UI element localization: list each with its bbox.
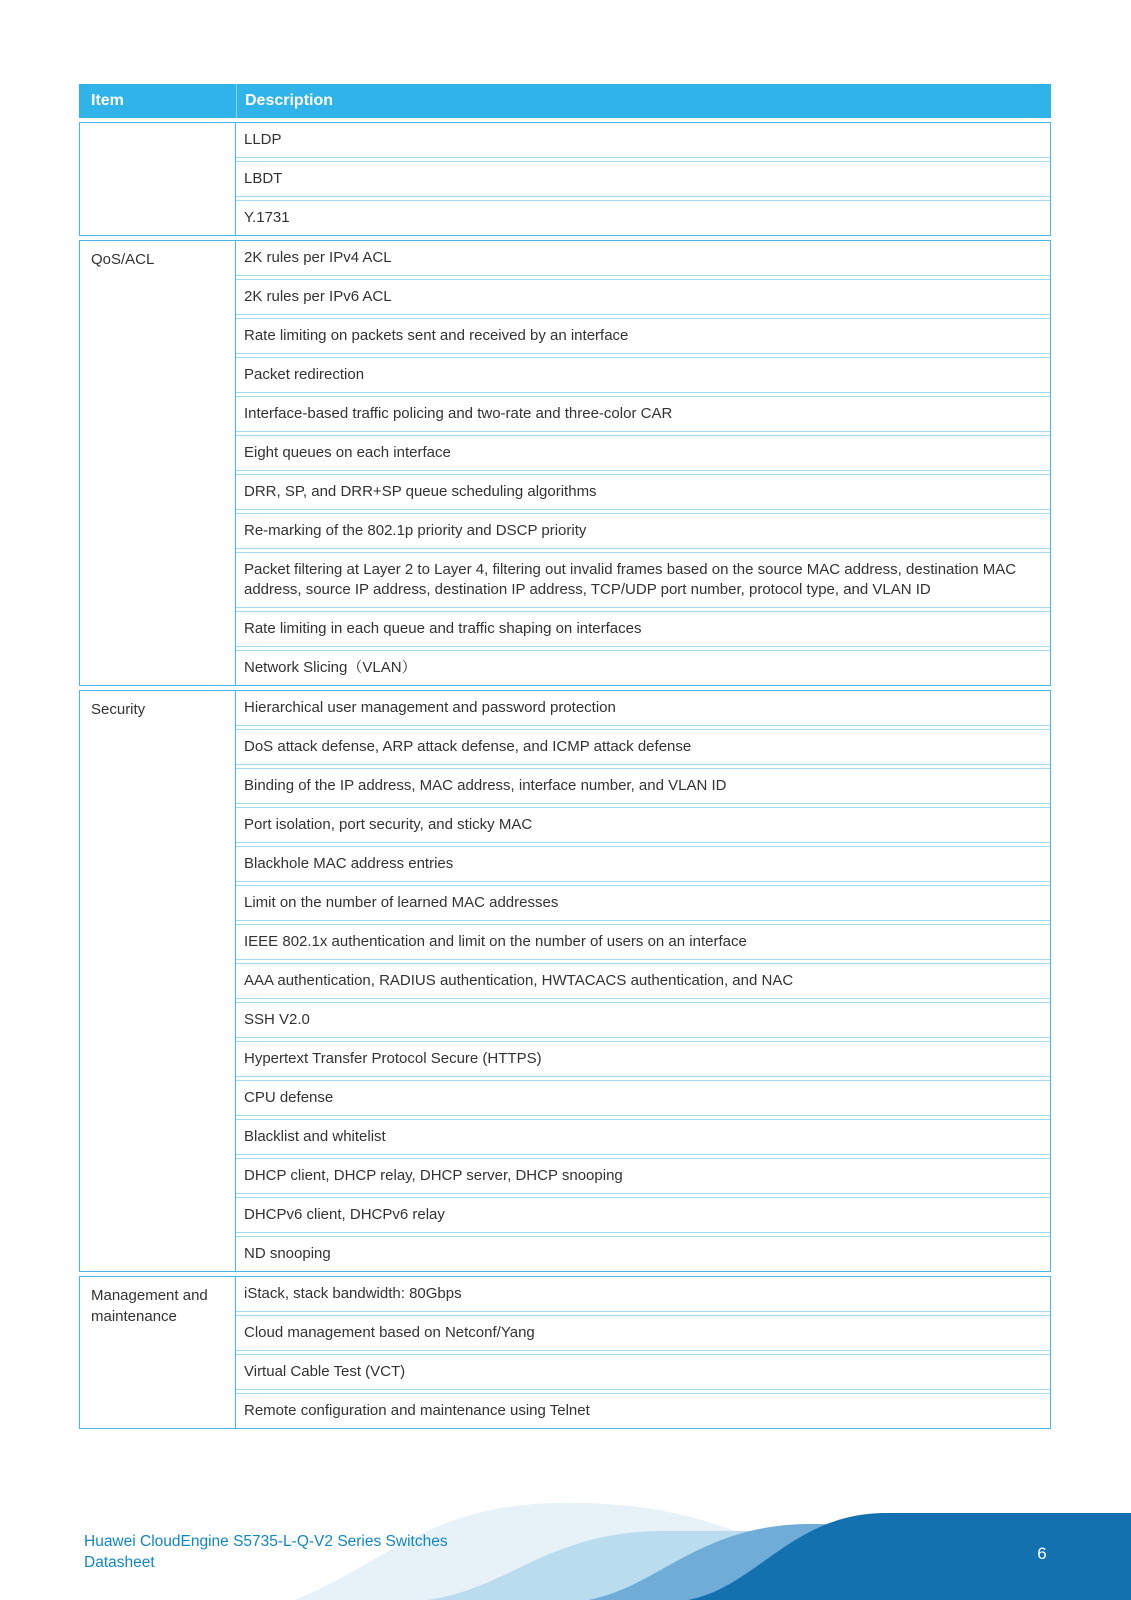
- description-cell: Cloud management based on Netconf/Yang: [236, 1315, 1050, 1351]
- description-cell: Re-marking of the 802.1p priority and DSCP priority: [236, 513, 1050, 549]
- description-cell: AAA authentication, RADIUS authentication, HWTACACS authentication, and NAC: [236, 963, 1050, 999]
- description-cell: Y.1731: [236, 200, 1050, 235]
- description-cell: Blackhole MAC address entries: [236, 846, 1050, 882]
- description-cell: 2K rules per IPv4 ACL: [236, 241, 1050, 276]
- footer-title-line1: Huawei CloudEngine S5735-L-Q-V2 Series Switches: [84, 1533, 448, 1550]
- description-cell: Hierarchical user management and password protection: [236, 691, 1050, 726]
- description-cell: Packet filtering at Layer 2 to Layer 4, filtering out invalid frames based on the source MAC address, destination MAC address, source IP address, destination IP address, TCP/UDP port number, protocol type, and VLAN ID: [236, 552, 1050, 608]
- description-cell: IEEE 802.1x authentication and limit on the number of users on an interface: [236, 924, 1050, 960]
- table-header-description: Description: [236, 84, 1051, 118]
- description-cell: Binding of the IP address, MAC address, interface number, and VLAN ID: [236, 768, 1050, 804]
- description-column: [236, 123, 1050, 235]
- description-cell: Packet redirection: [236, 357, 1050, 393]
- description-cell: DRR, SP, and DRR+SP queue scheduling algorithms: [236, 474, 1050, 510]
- description-cell: Remote configuration and maintenance using Telnet: [236, 1393, 1050, 1428]
- item-cell: [80, 123, 236, 235]
- spec-table: [79, 84, 1051, 1429]
- description-cell: DoS attack defense, ARP attack defense, and ICMP attack defense: [236, 729, 1050, 765]
- description-cell: Network Slicing（VLAN）: [236, 650, 1050, 685]
- description-cell: ND snooping: [236, 1236, 1050, 1271]
- description-cell: Eight queues on each interface: [236, 435, 1050, 471]
- description-cell: 2K rules per IPv6 ACL: [236, 279, 1050, 315]
- description-cell: Rate limiting in each queue and traffic shaping on interfaces: [236, 611, 1050, 647]
- description-cell: DHCPv6 client, DHCPv6 relay: [236, 1197, 1050, 1233]
- item-cell: QoS/ACL: [80, 241, 236, 685]
- description-cell: Interface-based traffic policing and two-rate and three-color CAR: [236, 396, 1050, 432]
- description-cell: Port isolation, port security, and sticky MAC: [236, 807, 1050, 843]
- description-cell: Virtual Cable Test (VCT): [236, 1354, 1050, 1390]
- table-section-2: [79, 690, 1051, 1272]
- description-cell: DHCP client, DHCP relay, DHCP server, DHCP snooping: [236, 1158, 1050, 1194]
- description-cell: LBDT: [236, 161, 1050, 197]
- description-cell: Blacklist and whitelist: [236, 1119, 1050, 1155]
- description-cell: CPU defense: [236, 1080, 1050, 1116]
- description-column: [236, 691, 1050, 1271]
- footer-title-line2: Datasheet: [84, 1554, 155, 1571]
- spec-table-body: [79, 122, 1051, 1429]
- page-number: 6: [1037, 1544, 1047, 1563]
- table-section-0: [79, 122, 1051, 236]
- description-cell: LLDP: [236, 123, 1050, 158]
- item-cell: Management and maintenance: [80, 1277, 236, 1428]
- table-header-row: [79, 84, 1051, 118]
- item-cell: Security: [80, 691, 236, 1271]
- description-column: [236, 1277, 1050, 1428]
- table-section-3: [79, 1276, 1051, 1429]
- description-column: [236, 241, 1050, 685]
- table-header-item: Item: [91, 92, 124, 109]
- table-section-1: [79, 240, 1051, 686]
- description-cell: iStack, stack bandwidth: 80Gbps: [236, 1277, 1050, 1312]
- description-cell: SSH V2.0: [236, 1002, 1050, 1038]
- footer-document-title: [84, 1531, 448, 1573]
- description-cell: Limit on the number of learned MAC addresses: [236, 885, 1050, 921]
- description-cell: Rate limiting on packets sent and received by an interface: [236, 318, 1050, 354]
- description-cell: Hypertext Transfer Protocol Secure (HTTPS): [236, 1041, 1050, 1077]
